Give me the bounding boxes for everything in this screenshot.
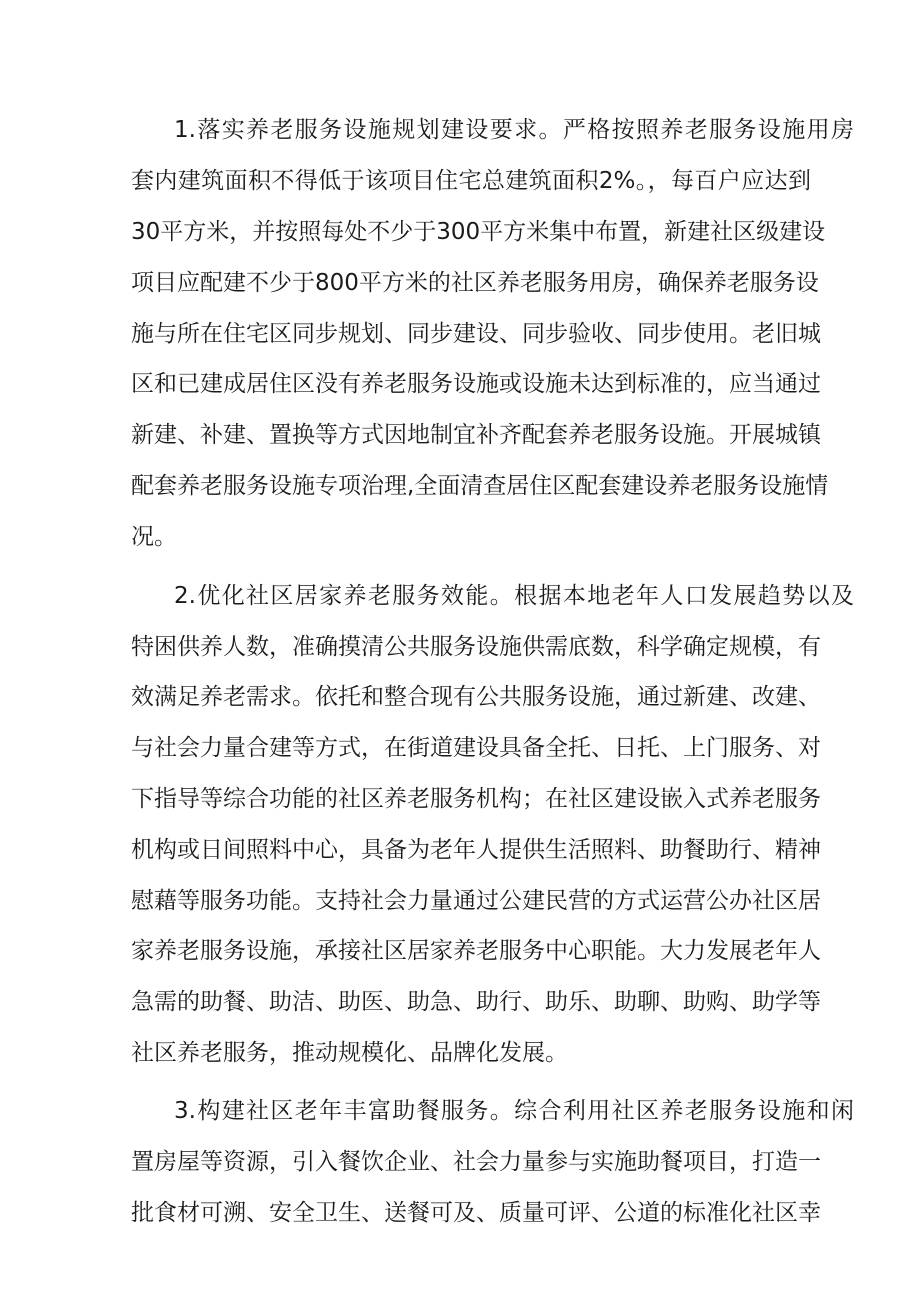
paragraph-3-line-2: 置房屋等资源，引入餐饮企业、社会力量参与实施助餐项目，打造一 xyxy=(131,1149,821,1175)
paragraph-1-line-4: 项目应配建不少于800平方米的社区养老服务用房，确保养老服务设 xyxy=(131,270,819,296)
paragraph-2-line-2: 特困供养人数，准确摸清公共服务设施供需底数，科学确定规模，有 xyxy=(131,634,821,660)
paragraph-1-line-7: 新建、补建、置换等方式因地制宜补齐配套养老服务设施。开展城镇 xyxy=(131,422,821,448)
paragraph-2-line-4: 与社会力量合建等方式，在街道建设具备全托、日托、上门服务、对 xyxy=(131,735,821,761)
paragraph-2-line-3: 效满足养老需求。依托和整合现有公共服务设施，通过新建、改建、 xyxy=(131,684,821,710)
paragraph-1-line-8: 配套养老服务设施专项治理,全面清查居住区配套建设养老服务设施情 xyxy=(131,473,829,499)
paragraph-1-line-3: 30平方米，并按照每处不少于300平方米集中布置，新建社区级建设 xyxy=(131,219,826,245)
paragraph-2-line-6: 机构或日间照料中心，具备为老年人提供生活照料、助餐助行、精神 xyxy=(131,837,821,863)
paragraph-2-line-7: 慰藉等服务功能。支持社会力量通过公建民营的方式运营公办社区居 xyxy=(131,888,821,914)
paragraph-1-line-6: 区和已建成居住区没有养老服务设施或设施未达到标准的，应当通过 xyxy=(131,371,821,397)
paragraph-2-line-9: 急需的助餐、助洁、助医、助急、助行、助乐、助聊、助购、助学等 xyxy=(131,989,821,1015)
paragraph-1-line-9: 况。 xyxy=(131,524,177,550)
paragraph-2-line-10: 社区养老服务，推动规模化、品牌化发展。 xyxy=(131,1040,568,1066)
paragraph-2-line-1: 2.优化社区居家养老服务效能。根据本地老年人口发展趋势以及 xyxy=(174,583,854,609)
paragraph-2-line-5: 下指导等综合功能的社区养老服务机构；在社区建设嵌入式养老服务 xyxy=(131,786,821,812)
paragraph-1-line-2: 套内建筑面积不得低于该项目住宅总建筑面积2%。，每百户应达到 xyxy=(131,168,811,194)
paragraph-2-line-8: 家养老服务设施，承接社区居家养老服务中心职能。大力发展老年人 xyxy=(131,938,821,964)
paragraph-1-line-1: 1.落实养老服务设施规划建设要求。严格按照养老服务设施用房 xyxy=(174,117,854,143)
paragraph-1-line-5: 施与所在住宅区同步规划、同步建设、同步验收、同步使用。老旧城 xyxy=(131,321,821,347)
paragraph-3-line-1: 3.构建社区老年丰富助餐服务。综合利用社区养老服务设施和闲 xyxy=(174,1098,854,1124)
paragraph-3-line-3: 批食材可溯、安全卫生、送餐可及、质量可评、公道的标准化社区幸 xyxy=(131,1200,821,1226)
